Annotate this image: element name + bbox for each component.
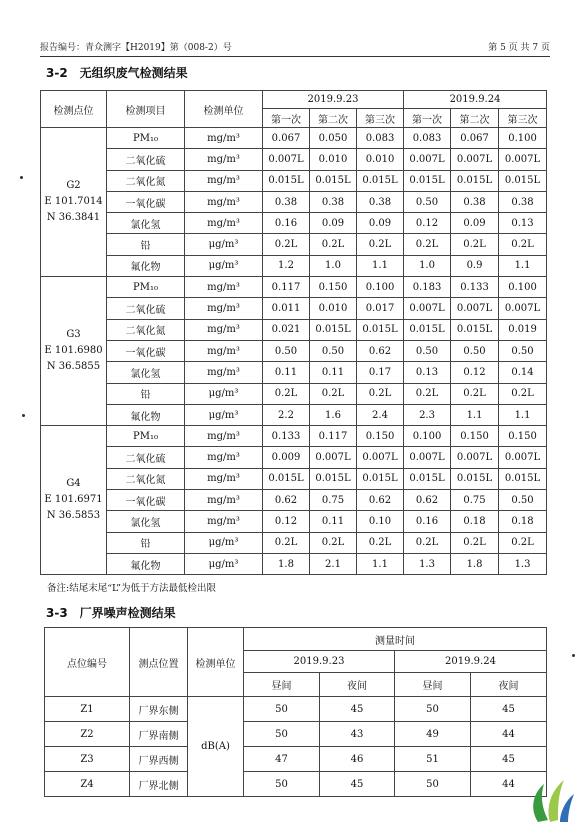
header-time: 第二次 xyxy=(451,109,499,128)
header-time: 第一次 xyxy=(404,109,451,128)
gas-unit: μg/m³ xyxy=(185,234,263,255)
gas-value: 0.09 xyxy=(310,213,357,234)
noise-unit: dB(A) xyxy=(188,697,244,797)
gas-value: 0.38 xyxy=(499,191,547,212)
gas-value: 2.1 xyxy=(310,553,357,574)
gas-value: 1.1 xyxy=(499,255,547,276)
noise-header-location: 测点位置 xyxy=(130,628,188,697)
gas-value: 1.1 xyxy=(499,404,547,425)
gas-unit: mg/m³ xyxy=(185,511,263,532)
noise-value: 46 xyxy=(320,747,395,772)
gas-unit: mg/m³ xyxy=(185,128,263,149)
gas-row xyxy=(41,532,547,553)
gas-value: 0.62 xyxy=(404,490,451,511)
gas-value: 0.2L xyxy=(404,383,451,404)
gas-value: 0.2L xyxy=(499,383,547,404)
gas-value: 0.019 xyxy=(499,319,547,340)
gas-unit: mg/m³ xyxy=(185,298,263,319)
gas-point-line: E 101.6971 xyxy=(44,494,103,506)
noise-header-period: 夜间 xyxy=(471,673,547,697)
gas-value: 0.100 xyxy=(499,277,547,298)
gas-unit: μg/m³ xyxy=(185,383,263,404)
gas-value: 0.2L xyxy=(263,234,310,255)
gas-value: 0.117 xyxy=(263,277,310,298)
gas-value: 0.11 xyxy=(310,362,357,383)
gas-value: 0.133 xyxy=(451,277,499,298)
gas-row xyxy=(41,511,547,532)
gas-value: 0.2L xyxy=(451,532,499,553)
noise-value: 51 xyxy=(395,747,471,772)
gas-value: 0.015L xyxy=(451,319,499,340)
gas-value: 2.2 xyxy=(263,404,310,425)
gas-point-line: E 101.6980 xyxy=(44,345,103,357)
gas-point-cell xyxy=(41,128,107,277)
gas-item: 二氧化硫 xyxy=(107,447,185,468)
gas-value: 0.007L xyxy=(404,298,451,319)
gas-value: 0.015L xyxy=(404,319,451,340)
gas-unit: mg/m³ xyxy=(185,277,263,298)
section-title-noise: 3-3 厂界噪声检测结果 xyxy=(46,606,176,620)
gas-item: 氯化氢 xyxy=(107,213,185,234)
gas-row xyxy=(41,490,547,511)
gas-item: 一氧化碳 xyxy=(107,191,185,212)
noise-value: 47 xyxy=(244,747,320,772)
noise-value: 45 xyxy=(320,772,395,797)
gas-value: 0.015L xyxy=(310,170,357,191)
gas-row xyxy=(41,319,547,340)
noise-header-date1: 2019.9.23 xyxy=(244,651,395,673)
noise-value: 50 xyxy=(244,722,320,747)
gas-value: 0.2L xyxy=(263,383,310,404)
header-date2: 2019.9.24 xyxy=(404,91,547,109)
gas-unit: mg/m³ xyxy=(185,319,263,340)
noise-header-period: 昼间 xyxy=(244,673,320,697)
gas-value: 0.015L xyxy=(404,170,451,191)
gas-value: 0.12 xyxy=(404,213,451,234)
gas-value: 0.015L xyxy=(499,170,547,191)
gas-item: 氟化物 xyxy=(107,255,185,276)
gas-value: 0.16 xyxy=(404,511,451,532)
gas-unit: mg/m³ xyxy=(185,149,263,170)
gas-point-line: G3 xyxy=(66,329,81,341)
gas-value: 0.11 xyxy=(310,511,357,532)
gas-value: 0.14 xyxy=(499,362,547,383)
noise-location: 厂界东侧 xyxy=(130,697,188,722)
gas-unit: mg/m³ xyxy=(185,468,263,489)
header-time: 第二次 xyxy=(310,109,357,128)
gas-value: 0.009 xyxy=(263,447,310,468)
noise-point-id: Z1 xyxy=(45,697,130,722)
gas-value: 0.2L xyxy=(357,234,404,255)
gas-value: 0.2L xyxy=(310,383,357,404)
noise-value: 45 xyxy=(471,697,547,722)
gas-unit: mg/m³ xyxy=(185,447,263,468)
gas-unit: mg/m³ xyxy=(185,213,263,234)
gas-row xyxy=(41,553,547,574)
noise-value: 50 xyxy=(244,772,320,797)
gas-value: 0.75 xyxy=(451,490,499,511)
gas-value: 1.1 xyxy=(451,404,499,425)
gas-item: 二氧化硫 xyxy=(107,298,185,319)
gas-value: 0.017 xyxy=(357,298,404,319)
gas-value: 0.083 xyxy=(357,128,404,149)
gas-value: 0.12 xyxy=(451,362,499,383)
gas-unit: mg/m³ xyxy=(185,340,263,361)
gas-value: 0.11 xyxy=(263,362,310,383)
header-item: 检测项目 xyxy=(107,91,185,128)
gas-row xyxy=(41,213,547,234)
header-date1: 2019.9.23 xyxy=(263,91,404,109)
scan-speck xyxy=(20,176,23,179)
gas-value: 1.2 xyxy=(263,255,310,276)
gas-row xyxy=(41,191,547,212)
gas-value: 0.021 xyxy=(263,319,310,340)
gas-row xyxy=(41,447,547,468)
gas-item: PM₁₀ xyxy=(107,426,185,447)
gas-value: 0.015L xyxy=(263,170,310,191)
gas-value: 0.16 xyxy=(263,213,310,234)
gas-item: 氯化氢 xyxy=(107,362,185,383)
noise-value: 49 xyxy=(395,722,471,747)
gas-value: 0.12 xyxy=(263,511,310,532)
gas-item: 一氧化碳 xyxy=(107,340,185,361)
logo-leaf-green xyxy=(533,784,548,822)
header-time: 第三次 xyxy=(357,109,404,128)
gas-value: 0.010 xyxy=(357,149,404,170)
gas-value: 0.18 xyxy=(499,511,547,532)
gas-value: 2.4 xyxy=(357,404,404,425)
gas-value: 0.015L xyxy=(357,319,404,340)
gas-value: 0.067 xyxy=(263,128,310,149)
gas-value: 0.015L xyxy=(263,468,310,489)
header-time: 第三次 xyxy=(499,109,547,128)
gas-value: 1.6 xyxy=(310,404,357,425)
gas-unit: mg/m³ xyxy=(185,170,263,191)
gas-item: 铅 xyxy=(107,383,185,404)
logo-leaf-blue xyxy=(560,794,574,822)
gas-value: 0.62 xyxy=(357,340,404,361)
gas-value: 0.9 xyxy=(451,255,499,276)
gas-value: 0.09 xyxy=(357,213,404,234)
gas-value: 0.50 xyxy=(404,191,451,212)
gas-value: 0.38 xyxy=(263,191,310,212)
gas-row xyxy=(41,234,547,255)
gas-value: 0.2L xyxy=(499,234,547,255)
gas-value: 1.1 xyxy=(357,255,404,276)
gas-item: 二氧化氮 xyxy=(107,319,185,340)
gas-row xyxy=(41,383,547,404)
header-unit: 检测单位 xyxy=(185,91,263,128)
noise-value: 45 xyxy=(471,747,547,772)
header-rule xyxy=(40,56,550,57)
gas-item: 铅 xyxy=(107,532,185,553)
noise-header-measure-time: 测量时间 xyxy=(244,628,547,651)
gas-value: 0.015L xyxy=(451,468,499,489)
gas-value: 0.50 xyxy=(499,340,547,361)
gas-value: 0.150 xyxy=(499,426,547,447)
noise-value: 45 xyxy=(320,697,395,722)
gas-value: 0.015L xyxy=(310,468,357,489)
gas-value: 0.13 xyxy=(404,362,451,383)
gas-item: 氯化氢 xyxy=(107,511,185,532)
noise-value: 50 xyxy=(244,697,320,722)
gas-row xyxy=(41,255,547,276)
gas-value: 0.007L xyxy=(310,447,357,468)
gas-value: 1.3 xyxy=(499,553,547,574)
gas-value: 0.011 xyxy=(263,298,310,319)
gas-value: 0.010 xyxy=(310,149,357,170)
gas-item: PM₁₀ xyxy=(107,277,185,298)
noise-header-date2: 2019.9.24 xyxy=(395,651,547,673)
gas-value: 1.3 xyxy=(404,553,451,574)
gas-unit: μg/m³ xyxy=(185,255,263,276)
gas-value: 0.133 xyxy=(263,426,310,447)
gas-value: 1.0 xyxy=(404,255,451,276)
gas-item: 铅 xyxy=(107,234,185,255)
gas-value: 0.007L xyxy=(451,447,499,468)
noise-value: 44 xyxy=(471,772,547,797)
gas-point-line: N 36.3841 xyxy=(46,212,101,224)
gas-item: 二氧化氮 xyxy=(107,170,185,191)
gas-value: 0.015L xyxy=(499,468,547,489)
noise-value: 43 xyxy=(320,722,395,747)
gas-value: 0.015L xyxy=(404,468,451,489)
gas-point-line: G2 xyxy=(66,180,81,192)
gas-value: 0.17 xyxy=(357,362,404,383)
gas-point-cell xyxy=(41,426,107,575)
noise-point-id: Z2 xyxy=(45,722,130,747)
gas-value: 0.2L xyxy=(451,383,499,404)
gas-point-line: E 101.7014 xyxy=(44,196,103,208)
gas-value: 0.2L xyxy=(404,532,451,553)
gas-item: 二氧化氮 xyxy=(107,468,185,489)
gas-row xyxy=(41,426,547,447)
table-note: 备注:结尾末尾“L”为低于方法最低检出限 xyxy=(47,583,216,594)
gas-row xyxy=(41,277,547,298)
gas-value: 0.083 xyxy=(404,128,451,149)
noise-location: 厂界南侧 xyxy=(130,722,188,747)
gas-value: 0.13 xyxy=(499,213,547,234)
gas-row xyxy=(41,170,547,191)
gas-row xyxy=(41,468,547,489)
scan-speck xyxy=(572,654,575,657)
report-number: 报告编号：青众测字【H2019】第（008-2）号 xyxy=(40,43,232,53)
gas-value: 0.007L xyxy=(263,149,310,170)
gas-value: 0.62 xyxy=(357,490,404,511)
scan-speck xyxy=(22,414,25,417)
gas-value: 0.150 xyxy=(357,426,404,447)
gas-row xyxy=(41,298,547,319)
noise-point-id: Z4 xyxy=(45,772,130,797)
gas-value: 0.2L xyxy=(451,234,499,255)
gas-item: 二氧化硫 xyxy=(107,149,185,170)
gas-value: 0.38 xyxy=(451,191,499,212)
gas-value: 0.015L xyxy=(451,170,499,191)
gas-value: 0.010 xyxy=(310,298,357,319)
page-info: 第 5 页 共 7 页 xyxy=(488,43,550,53)
gas-row xyxy=(41,362,547,383)
gas-point-line: N 36.5855 xyxy=(46,361,101,373)
gas-point-line: G4 xyxy=(66,478,81,490)
gas-value: 0.100 xyxy=(404,426,451,447)
gas-value: 1.1 xyxy=(357,553,404,574)
gas-value: 0.38 xyxy=(357,191,404,212)
gas-value: 0.75 xyxy=(310,490,357,511)
page-header xyxy=(40,38,550,54)
gas-value: 0.100 xyxy=(499,128,547,149)
noise-value: 50 xyxy=(395,772,471,797)
gas-value: 0.2L xyxy=(310,234,357,255)
gas-value: 0.117 xyxy=(310,426,357,447)
gas-item: 氟化物 xyxy=(107,553,185,574)
gas-unit: mg/m³ xyxy=(185,490,263,511)
gas-value: 0.150 xyxy=(451,426,499,447)
noise-value: 50 xyxy=(395,697,471,722)
gas-value: 0.050 xyxy=(310,128,357,149)
noise-header-period: 昼间 xyxy=(395,673,471,697)
gas-value: 0.007L xyxy=(404,149,451,170)
gas-value: 2.3 xyxy=(404,404,451,425)
gas-value: 0.067 xyxy=(451,128,499,149)
gas-value: 0.183 xyxy=(404,277,451,298)
gas-value: 0.50 xyxy=(499,490,547,511)
gas-value: 0.007L xyxy=(499,149,547,170)
noise-results-table xyxy=(44,627,547,797)
gas-value: 0.2L xyxy=(263,532,310,553)
header-time: 第一次 xyxy=(263,109,310,128)
noise-point-id: Z3 xyxy=(45,747,130,772)
gas-value: 0.2L xyxy=(404,234,451,255)
gas-unit: μg/m³ xyxy=(185,404,263,425)
gas-value: 0.50 xyxy=(310,340,357,361)
gas-value: 0.2L xyxy=(357,532,404,553)
gas-value: 0.50 xyxy=(404,340,451,361)
gas-value: 1.0 xyxy=(310,255,357,276)
gas-value: 0.007L xyxy=(451,298,499,319)
gas-value: 1.8 xyxy=(451,553,499,574)
noise-header-period: 夜间 xyxy=(320,673,395,697)
gas-row xyxy=(41,404,547,425)
gas-point-cell xyxy=(41,277,107,426)
gas-row xyxy=(41,340,547,361)
gas-unit: mg/m³ xyxy=(185,362,263,383)
gas-unit: mg/m³ xyxy=(185,426,263,447)
gas-value: 0.007L xyxy=(451,149,499,170)
header-point: 检测点位 xyxy=(41,91,107,128)
gas-results-table xyxy=(40,90,547,575)
gas-unit: μg/m³ xyxy=(185,553,263,574)
gas-value: 1.8 xyxy=(263,553,310,574)
gas-value: 0.015L xyxy=(357,468,404,489)
gas-value: 0.2L xyxy=(310,532,357,553)
gas-value: 0.015L xyxy=(357,170,404,191)
noise-header-unit: 检测单位 xyxy=(188,628,244,697)
gas-unit: mg/m³ xyxy=(185,191,263,212)
gas-value: 0.007L xyxy=(499,298,547,319)
gas-row xyxy=(41,149,547,170)
section-title-gas: 3-2 无组织废气检测结果 xyxy=(46,66,188,80)
gas-value: 0.100 xyxy=(357,277,404,298)
gas-item: 一氧化碳 xyxy=(107,490,185,511)
gas-value: 0.007L xyxy=(499,447,547,468)
noise-location: 厂界西侧 xyxy=(130,747,188,772)
gas-value: 0.18 xyxy=(451,511,499,532)
gas-value: 0.007L xyxy=(357,447,404,468)
gas-value: 0.50 xyxy=(263,340,310,361)
gas-item: PM₁₀ xyxy=(107,128,185,149)
gas-value: 0.38 xyxy=(310,191,357,212)
gas-point-line: N 36.5853 xyxy=(46,510,101,522)
gas-value: 0.007L xyxy=(404,447,451,468)
gas-value: 0.015L xyxy=(310,319,357,340)
gas-value: 0.2L xyxy=(499,532,547,553)
gas-value: 0.150 xyxy=(310,277,357,298)
noise-location: 厂界北侧 xyxy=(130,772,188,797)
gas-unit: μg/m³ xyxy=(185,532,263,553)
gas-item: 氟化物 xyxy=(107,404,185,425)
gas-value: 0.62 xyxy=(263,490,310,511)
company-logo-icon xyxy=(520,770,580,830)
gas-value: 0.2L xyxy=(357,383,404,404)
gas-value: 0.50 xyxy=(451,340,499,361)
gas-value: 0.09 xyxy=(451,213,499,234)
noise-header-point: 点位编号 xyxy=(45,628,130,697)
noise-value: 44 xyxy=(471,722,547,747)
gas-row xyxy=(41,128,547,149)
gas-value: 0.10 xyxy=(357,511,404,532)
